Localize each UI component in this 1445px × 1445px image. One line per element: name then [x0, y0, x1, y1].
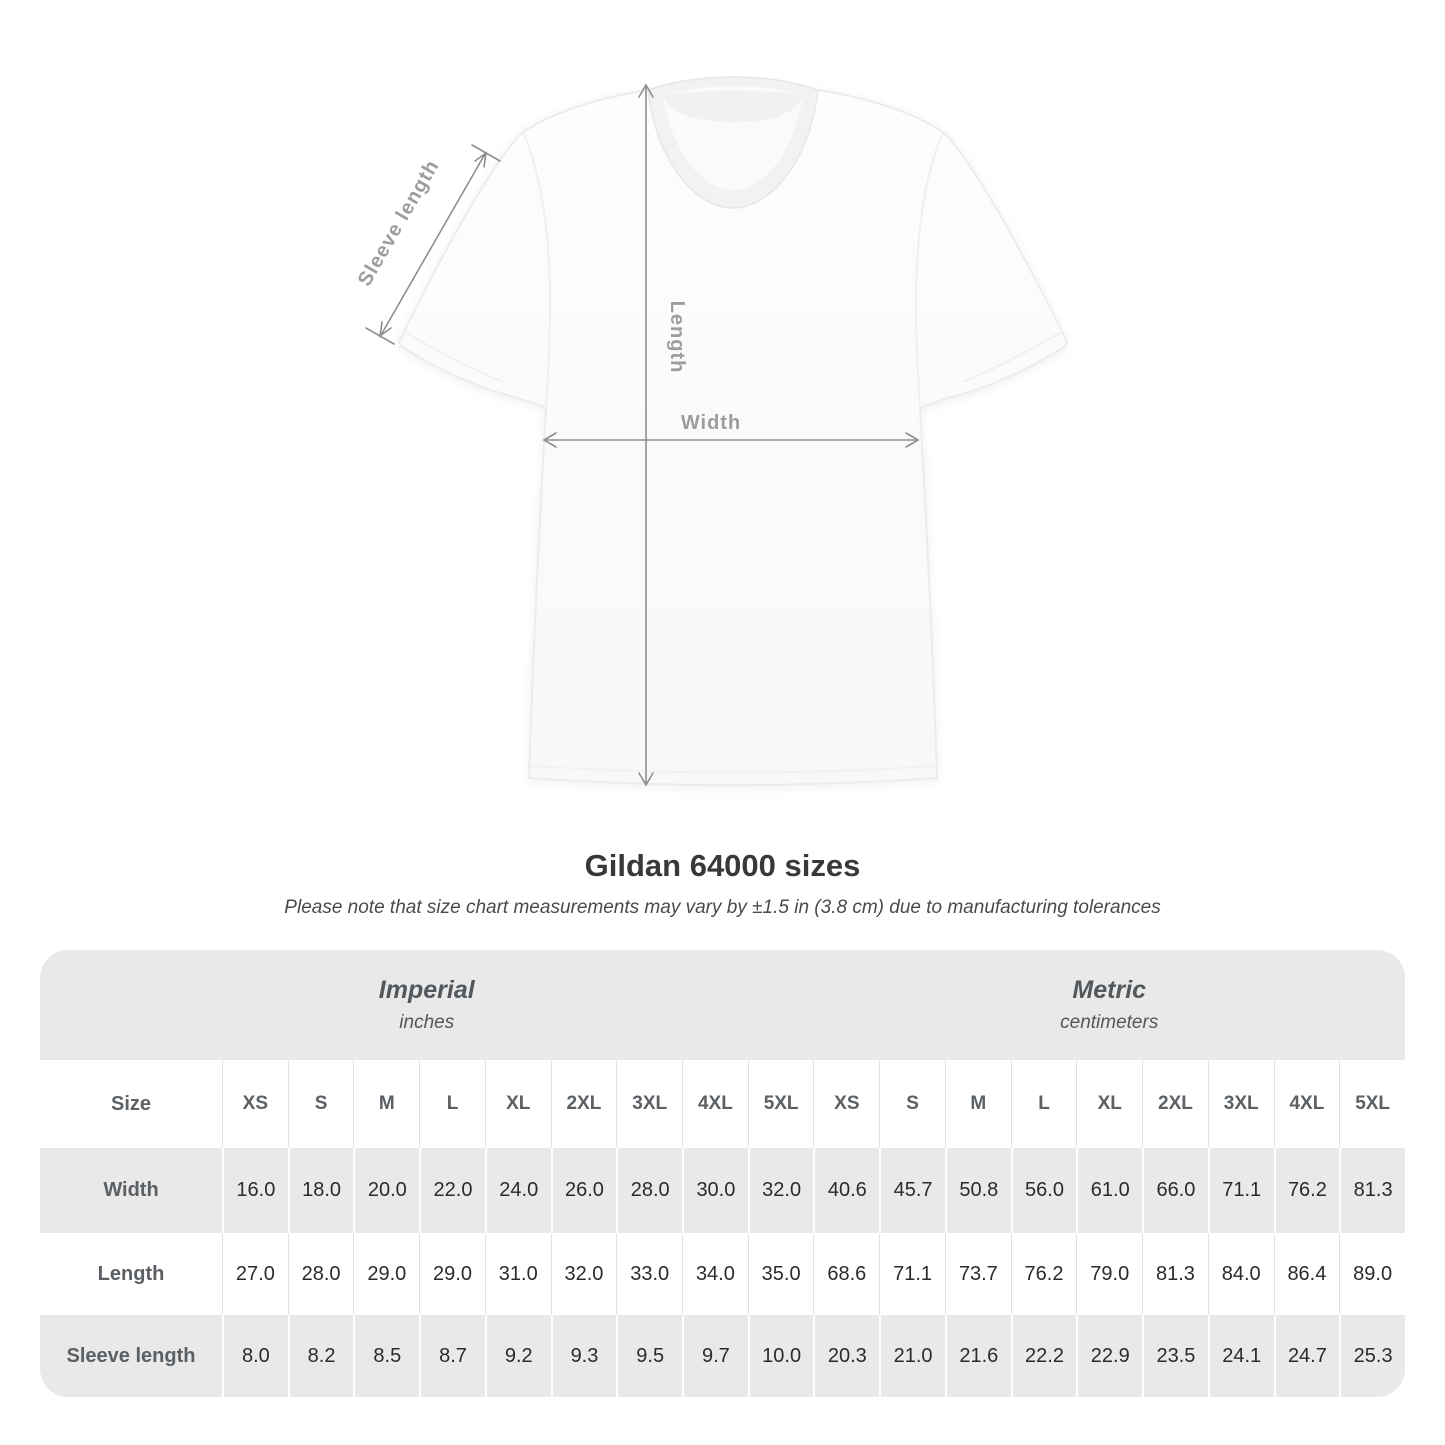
width-metric-cell: 61.0 [1076, 1148, 1142, 1233]
sleeve-metric-cell: 21.6 [945, 1315, 1011, 1397]
sleeve-imperial-cell: 9.3 [551, 1315, 617, 1397]
width-metric-cell: 50.8 [945, 1148, 1011, 1233]
sleeve-imperial-cell: 9.5 [616, 1315, 682, 1397]
width-metric-cell: 40.6 [813, 1148, 879, 1233]
sleeve-imperial-cell: 9.7 [682, 1315, 748, 1397]
size-header-metric-xs: XS [813, 1060, 879, 1148]
sleeve-metric-cell: 22.2 [1011, 1315, 1077, 1397]
sleeve-imperial-cell: 8.7 [419, 1315, 485, 1397]
width-imperial-cell: 22.0 [419, 1148, 485, 1233]
width-metric-cell: 66.0 [1142, 1148, 1208, 1233]
metric-label: Metric [1072, 976, 1147, 1004]
size-header-metric-5xl: 5XL [1339, 1060, 1405, 1148]
size-header-metric-3xl: 3XL [1208, 1060, 1274, 1148]
size-header-metric-s: S [879, 1060, 945, 1148]
size-header-imperial-xs: XS [222, 1060, 288, 1148]
width-metric-cell: 81.3 [1339, 1148, 1405, 1233]
width-metric-cell: 56.0 [1011, 1148, 1077, 1233]
length-metric-cell: 86.4 [1274, 1233, 1340, 1315]
sleeve-imperial-cell: 8.2 [288, 1315, 354, 1397]
width-metric-cell: 45.7 [879, 1148, 945, 1233]
width-metric-cell: 76.2 [1274, 1148, 1340, 1233]
sleeve-metric-cell: 22.9 [1076, 1315, 1142, 1397]
length-imperial-cell: 31.0 [485, 1233, 551, 1315]
width-imperial-cell: 20.0 [353, 1148, 419, 1233]
sleeve-metric-cell: 20.3 [813, 1315, 879, 1397]
row-label-width: Width [40, 1148, 222, 1233]
sleeve-metric-cell: 25.3 [1339, 1315, 1405, 1397]
size-header-imperial-3xl: 3XL [616, 1060, 682, 1148]
size-header-metric-xl: XL [1076, 1060, 1142, 1148]
sleeve-length-label: Sleeve length [353, 156, 444, 290]
size-header-metric-4xl: 4XL [1274, 1060, 1340, 1148]
size-header-imperial-l: L [419, 1060, 485, 1148]
length-metric-cell: 68.6 [813, 1233, 879, 1315]
imperial-label: Imperial [378, 976, 475, 1004]
length-label: Length [666, 300, 688, 374]
width-label: Width [680, 412, 742, 434]
length-metric-cell: 73.7 [945, 1233, 1011, 1315]
size-header-metric-m: M [945, 1060, 1011, 1148]
size-header-imperial-m: M [353, 1060, 419, 1148]
size-table [40, 950, 1405, 1397]
sleeve-metric-cell: 23.5 [1142, 1315, 1208, 1397]
width-imperial-cell: 16.0 [222, 1148, 288, 1233]
sleeve-metric-cell: 21.0 [879, 1315, 945, 1397]
width-imperial-cell: 18.0 [288, 1148, 354, 1233]
row-label-length: Length [97, 1262, 165, 1285]
metric-section-header [813, 950, 1405, 1060]
size-header-imperial-2xl: 2XL [551, 1060, 617, 1148]
length-imperial-cell: 27.0 [222, 1233, 288, 1315]
length-metric-cell: 84.0 [1208, 1233, 1274, 1315]
width-imperial-cell: 26.0 [551, 1148, 617, 1233]
length-metric-cell: 89.0 [1339, 1233, 1405, 1315]
length-imperial-cell: 29.0 [353, 1233, 419, 1315]
size-header-imperial-4xl: 4XL [682, 1060, 748, 1148]
sleeve-imperial-cell: 8.0 [222, 1315, 288, 1397]
row-label-sleeve-length: Sleeve length [40, 1315, 222, 1397]
length-metric-cell: 81.3 [1142, 1233, 1208, 1315]
imperial-unit: inches [399, 1012, 455, 1033]
length-imperial-cell: 29.0 [419, 1233, 485, 1315]
length-imperial-cell: 35.0 [748, 1233, 814, 1315]
length-imperial-cell: 34.0 [682, 1233, 748, 1315]
page-title: Gildan 64000 sizes [584, 848, 861, 883]
length-imperial-cell: 28.0 [288, 1233, 354, 1315]
length-metric-cell: 79.0 [1076, 1233, 1142, 1315]
imperial-section-header [40, 950, 813, 1060]
length-imperial-cell: 33.0 [616, 1233, 682, 1315]
sleeve-imperial-cell: 10.0 [748, 1315, 814, 1397]
sleeve-metric-cell: 24.1 [1208, 1315, 1274, 1397]
sleeve-metric-cell: 24.7 [1274, 1315, 1340, 1397]
width-imperial-cell: 32.0 [748, 1148, 814, 1233]
width-imperial-cell: 30.0 [682, 1148, 748, 1233]
width-imperial-cell: 24.0 [485, 1148, 551, 1233]
width-imperial-cell: 28.0 [616, 1148, 682, 1233]
size-header-imperial-s: S [288, 1060, 354, 1148]
size-header-metric-2xl: 2XL [1142, 1060, 1208, 1148]
width-metric-cell: 71.1 [1208, 1148, 1274, 1233]
tolerance-note: Please note that size chart measurements may vary by ±1.5 in (3.8 cm) due to manufacturing tolerances [284, 897, 1161, 918]
size-header-imperial-5xl: 5XL [748, 1060, 814, 1148]
size-header-metric-l: L [1011, 1060, 1077, 1148]
size-header-imperial-xl: XL [485, 1060, 551, 1148]
sleeve-imperial-cell: 9.2 [485, 1315, 551, 1397]
length-metric-cell: 71.1 [879, 1233, 945, 1315]
metric-unit: centimeters [1060, 1012, 1159, 1033]
size-column-header: Size [110, 1092, 152, 1115]
length-metric-cell: 76.2 [1011, 1233, 1077, 1315]
length-imperial-cell: 32.0 [551, 1233, 617, 1315]
sleeve-imperial-cell: 8.5 [353, 1315, 419, 1397]
